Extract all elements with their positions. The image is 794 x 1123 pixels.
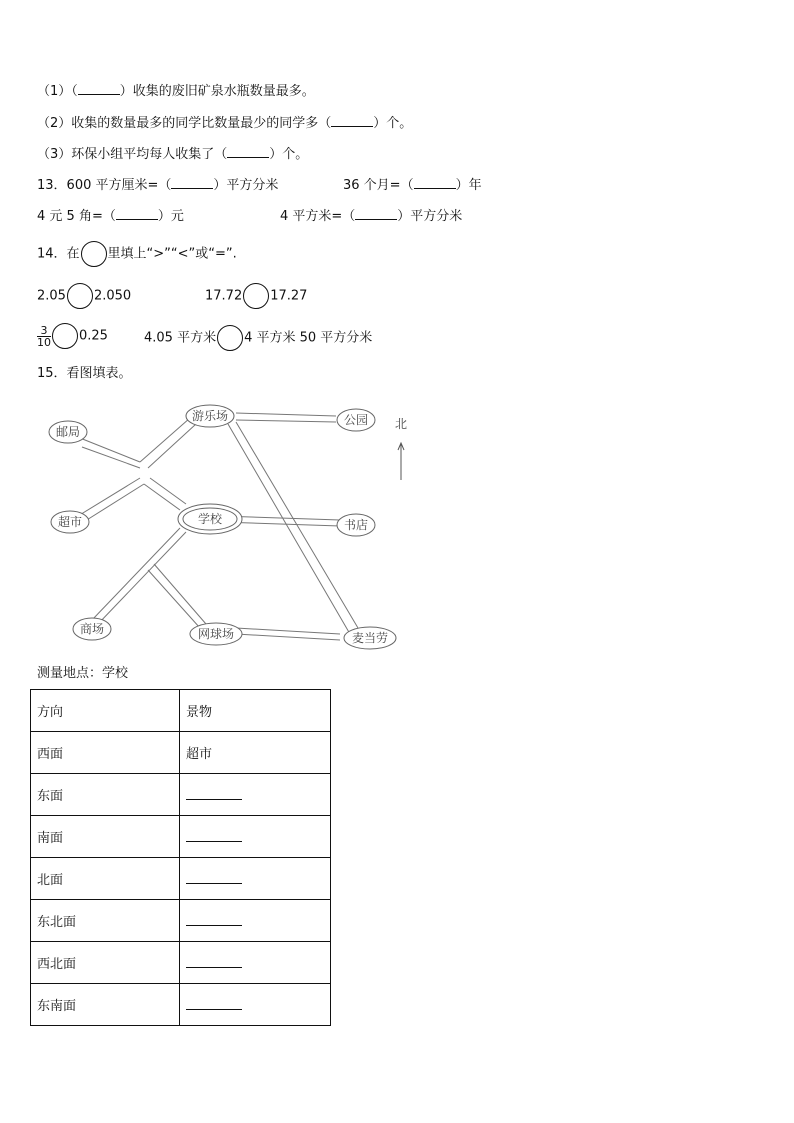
place-gongyuan: 公园 xyxy=(343,413,369,427)
road-chaoshi xyxy=(78,478,144,523)
road-wq-mdl xyxy=(236,628,340,640)
q12-item-1-text-b: ）收集的废旧矿泉水瓶数量最多。 xyxy=(119,84,315,99)
answer-blank[interactable] xyxy=(186,953,242,968)
table-row xyxy=(31,732,331,774)
q13-number: 13． xyxy=(37,178,67,193)
compare-circle[interactable] xyxy=(243,283,269,309)
answer-blank[interactable] xyxy=(78,82,120,95)
q14-prefix: 14．在 xyxy=(37,246,80,262)
q13-c-text: 4 元 5 角=（ xyxy=(37,209,116,224)
north-arrow-icon xyxy=(398,443,404,480)
place-youju: 邮局 xyxy=(55,425,81,439)
q13-d-unit: ）平方分米 xyxy=(397,209,463,224)
answer-blank[interactable] xyxy=(186,869,242,884)
q12-item-3-text-a: （3）环保小组平均每人收集了（ xyxy=(37,147,228,162)
answer-blank[interactable] xyxy=(414,176,456,189)
answer-blank[interactable] xyxy=(171,176,213,189)
q12-item-2-text-b: ）个。 xyxy=(373,116,413,131)
q12-item-1-text-a: （1）（ xyxy=(37,84,78,99)
q13-b-unit: ）年 xyxy=(455,178,482,193)
q14-p3-right: 0.25 xyxy=(79,328,108,344)
answer-blank[interactable] xyxy=(116,207,158,220)
table-row xyxy=(31,774,331,816)
q14-pair-3 xyxy=(37,323,108,349)
measure-caption: 测量地点：学校 xyxy=(37,666,129,681)
row-direction: 南面 xyxy=(31,816,180,858)
q14-p4-left: 4.05 平方米 xyxy=(144,330,217,346)
table-row xyxy=(31,900,331,942)
compare-circle[interactable] xyxy=(217,325,243,351)
answer-blank[interactable] xyxy=(186,785,242,800)
row-direction: 西面 xyxy=(31,732,180,774)
row-landmark-blank[interactable] xyxy=(180,774,331,816)
answer-blank[interactable] xyxy=(186,995,242,1010)
q15-title: 15．看图填表。 xyxy=(37,366,132,381)
north-label: 北 xyxy=(394,417,408,431)
row-landmark-blank[interactable] xyxy=(180,900,331,942)
direction-map xyxy=(40,398,410,653)
table-row xyxy=(31,816,331,858)
header-direction: 方向 xyxy=(31,690,180,732)
q14-suffix: 里填上“>”“<”或“=”. xyxy=(107,246,237,262)
q12-item-1 xyxy=(37,82,315,101)
road-wangqiu xyxy=(148,564,206,628)
q13-b-text: 36 个月=（ xyxy=(343,178,414,193)
q14-p1-left: 2.05 xyxy=(37,288,66,304)
compare-circle[interactable] xyxy=(52,323,78,349)
row-landmark: 超市 xyxy=(180,732,331,774)
row-direction: 东北面 xyxy=(31,900,180,942)
place-shangchang: 商场 xyxy=(79,622,105,636)
answer-blank[interactable] xyxy=(331,114,373,127)
place-youle: 游乐场 xyxy=(191,409,229,423)
road-shangchang xyxy=(92,528,186,624)
q12-item-2-text-a: （2）收集的数量最多的同学比数量最少的同学多（ xyxy=(37,116,332,131)
table-row xyxy=(31,942,331,984)
place-shudian: 书店 xyxy=(343,518,369,532)
road-youle xyxy=(140,418,196,468)
compare-circle[interactable] xyxy=(67,283,93,309)
row-direction: 东南面 xyxy=(31,984,180,1026)
q13-d-text: 4 平方米=（ xyxy=(280,209,356,224)
q12-item-3 xyxy=(37,145,308,164)
row-direction: 北面 xyxy=(31,858,180,900)
q14-p1-right: 2.050 xyxy=(93,288,132,304)
row-landmark-blank[interactable] xyxy=(180,942,331,984)
q14-instruction xyxy=(37,241,237,267)
table-header-row xyxy=(31,690,331,732)
q12-item-2 xyxy=(37,114,412,133)
place-maidanglao: 麦当劳 xyxy=(351,631,389,645)
q13-b xyxy=(343,176,482,195)
road-gongyuan xyxy=(236,413,336,422)
answer-blank[interactable] xyxy=(186,827,242,842)
q13-d xyxy=(280,207,462,226)
answer-blank[interactable] xyxy=(227,145,269,158)
fraction xyxy=(37,325,51,348)
answer-blank[interactable] xyxy=(355,207,397,220)
table-row xyxy=(31,858,331,900)
direction-table xyxy=(30,689,331,1026)
row-landmark-blank[interactable] xyxy=(180,816,331,858)
place-chaoshi: 超市 xyxy=(57,515,83,529)
place-wangqiu: 网球场 xyxy=(197,627,235,641)
fraction-denominator: 10 xyxy=(37,335,51,349)
header-landmark: 景物 xyxy=(180,690,331,732)
place-xuexiao: 学校 xyxy=(197,512,223,526)
table-row xyxy=(31,984,331,1026)
q14-pair-4 xyxy=(144,325,372,351)
q14-p2-right: 17.27 xyxy=(270,288,308,304)
answer-blank[interactable] xyxy=(186,911,242,926)
q14-p2-left: 17.72 xyxy=(205,288,243,304)
q14-pair-2 xyxy=(205,283,307,309)
fraction-numerator: 3 xyxy=(37,325,51,337)
q13-line-1 xyxy=(37,176,278,195)
row-landmark-blank[interactable] xyxy=(180,984,331,1026)
circle-blank-example xyxy=(81,241,107,267)
road-school-junction xyxy=(144,478,186,510)
row-direction: 西北面 xyxy=(31,942,180,984)
q14-p4-right: 4 平方米 50 平方分米 xyxy=(244,330,373,346)
q12-item-3-text-b: ）个。 xyxy=(269,147,309,162)
q14-pair-1 xyxy=(37,283,131,309)
q13-c xyxy=(37,207,184,226)
road-youju xyxy=(80,438,140,468)
q13-a-text: 600 平方厘米=（ xyxy=(66,178,172,193)
q13-a-unit: ）平方分米 xyxy=(213,178,279,193)
row-landmark-blank[interactable] xyxy=(180,858,331,900)
q13-c-unit: ）元 xyxy=(157,209,184,224)
row-direction: 东面 xyxy=(31,774,180,816)
